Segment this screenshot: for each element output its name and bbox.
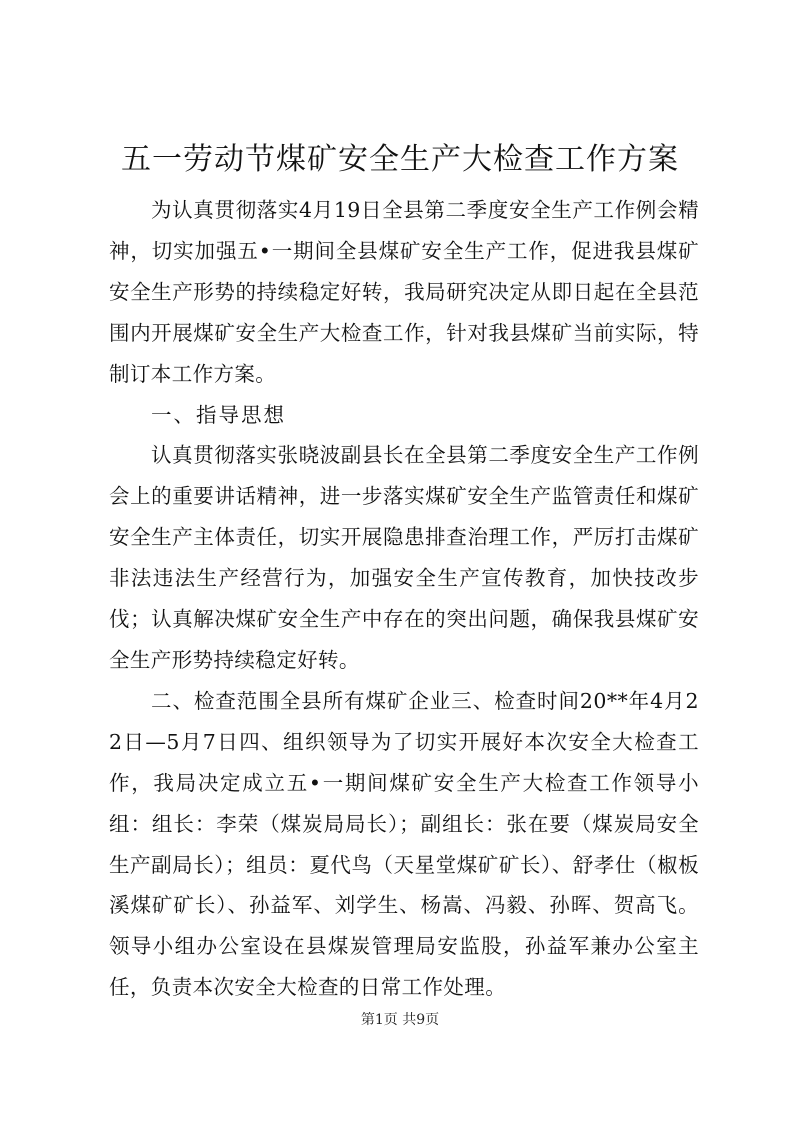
page-footer: 第1页 共9页 [360,1012,440,1028]
section-heading-guiding-ideology: 一、指导思想 [151,402,286,427]
intro-paragraph: 为认真贯彻落实4月19日全县第二季度安全生产工作例会精神，切实加强五•一期间全县煤矿安全生产工作，促进我县煤矿安全生产形势的持续稳定好转，我局研究决定从即日起在全县范围内开展煤矿安全生产大检查工作，针对我县煤矿当前实际，特制订本工作方案。 [109,198,699,386]
guiding-ideology-paragraph: 认真贯彻落实张晓波副县长在全县第二季度安全生产工作例会上的重要讲话精神，进一步落实煤矿安全生产监管责任和煤矿安全生产主体责任，切实开展隐患排查治理工作，严厉打击煤矿非法违法生产经营行为，加强安全生产宣传教育，加快技改步伐；认真解决煤矿安全生产中存在的突出问题，确保我县煤矿安全生产形势持续稳定好转。 [109,443,699,672]
scope-schedule-organization-paragraph: 二、检查范围全县所有煤矿企业三、检查时间20**年4月22日—5月7日四、组织领导为了切实开展好本次安全大检查工作，我局决定成立五•一期间煤矿安全生产大检查工作领导小组：组长：李荣（煤炭局局长）；副组长：张在要（煤炭局安全生产副局长）；组员：夏代鸟（天星堂煤矿矿长）、舒孝仕（椒板溪煤矿矿长）、孙益军、刘学生、杨嵩、冯毅、孙晖、贺高飞。领导小组办公室设在县煤炭管理局安监股，孙益军兼办公室主任，负责本次安全大检查的日常工作处理。 [109,688,699,1000]
document-body [109,190,699,1008]
document-title: 五一劳动节煤矿安全生产大检查工作方案 [121,142,679,177]
